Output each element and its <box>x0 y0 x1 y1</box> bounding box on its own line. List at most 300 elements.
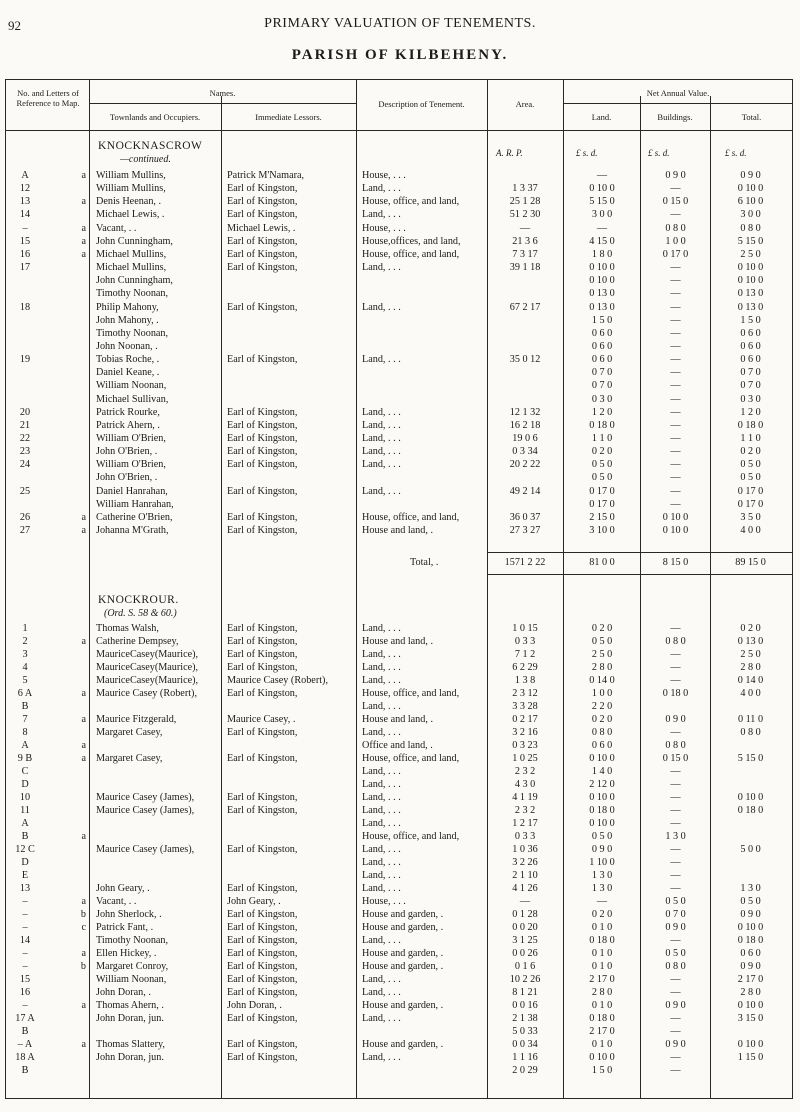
cell-bld: — <box>670 275 681 287</box>
cell-les: Earl of Kingston, <box>227 948 298 959</box>
cell-ref: 13 <box>19 196 31 208</box>
cell-bld: — <box>670 935 681 946</box>
cell-occ: Catherine Dempsey, <box>96 636 179 647</box>
cell-tot: 2 17 0 <box>737 974 764 985</box>
cell-let: a <box>81 688 86 699</box>
cell-bld: — <box>670 675 681 686</box>
cell-let: a <box>81 222 86 234</box>
cell-desc: House, office, and land, <box>362 196 460 208</box>
table-row <box>0 1038 800 1051</box>
cell-ref: 15 <box>19 974 31 985</box>
cell-area: 7 1 2 <box>514 649 536 660</box>
cell-desc: House, . . . <box>362 222 406 234</box>
cell-area: 3 3 28 <box>512 701 538 712</box>
cell-les: Earl of Kingston, <box>227 406 298 418</box>
table-row <box>0 327 800 340</box>
cell-les: Earl of Kingston, <box>227 727 298 738</box>
cell-tot: 0 11 0 <box>737 714 764 725</box>
cell-desc: Land, . . . <box>362 1052 401 1063</box>
cell-occ: Timothy Noonan, <box>96 288 169 300</box>
cell-desc: Land, . . . <box>362 301 401 313</box>
cell-desc: Land, . . . <box>362 805 401 816</box>
cell-let: a <box>81 248 86 260</box>
cell-let: a <box>81 1039 86 1050</box>
cell-area: 3 2 26 <box>512 857 538 868</box>
cell-tot: 0 17 0 <box>737 498 764 510</box>
total-units: £ s. d. <box>725 148 747 158</box>
cell-occ: Philip Mahony, <box>96 301 159 313</box>
cell-land: 0 13 0 <box>589 288 615 300</box>
header-lessors: Immediate Lessors. <box>255 112 322 122</box>
cell-desc: Land, . . . <box>362 419 401 431</box>
cell-ref: 10 <box>19 792 31 803</box>
cell-land: 0 10 0 <box>589 818 615 829</box>
table-row <box>0 1012 800 1025</box>
table-row <box>0 661 800 674</box>
cell-occ: Maurice Casey (James), <box>96 844 195 855</box>
cell-desc: Land, . . . <box>362 446 401 458</box>
cell-land: 0 1 0 <box>591 1039 613 1050</box>
cell-occ: Thomas Ahern, . <box>96 1000 164 1011</box>
cell-bld: 0 15 0 <box>662 753 689 764</box>
cell-les: Earl of Kingston, <box>227 935 298 946</box>
table-row <box>0 856 800 869</box>
cell-ref: – <box>22 896 28 907</box>
cell-land: 0 2 0 <box>591 446 613 458</box>
cell-bld: — <box>670 1026 681 1037</box>
cell-desc: Land, . . . <box>362 844 401 855</box>
cell-land: 2 5 0 <box>591 649 613 660</box>
cell-area: 8 1 21 <box>512 987 538 998</box>
cell-bld: — <box>670 472 681 484</box>
cell-ref: 19 <box>19 354 31 366</box>
cell-occ: Denis Heenan, . <box>96 196 162 208</box>
cell-desc: Land, . . . <box>362 883 401 894</box>
header-names: Names. <box>209 88 236 98</box>
cell-desc: House, office, and land, <box>362 248 460 260</box>
cell-bld: 0 8 0 <box>665 222 686 234</box>
cell-area: 51 2 30 <box>509 209 541 221</box>
cell-let: a <box>81 525 86 537</box>
cell-desc: Land, . . . <box>362 485 401 497</box>
header-rule <box>89 103 356 104</box>
table-row <box>0 843 800 856</box>
table-row <box>0 674 800 687</box>
cell-bld: — <box>670 367 681 379</box>
cell-tot: 0 10 0 <box>737 275 764 287</box>
cell-tot: 0 6 0 <box>740 948 761 959</box>
cell-occ: John O'Brien, . <box>96 472 158 484</box>
cell-desc: Land, . . . <box>362 857 401 868</box>
cell-bld: — <box>670 1052 681 1063</box>
cell-tot: 1 5 0 <box>740 314 761 326</box>
cell-ref: E <box>21 870 29 881</box>
cell-ref: – <box>22 948 28 959</box>
cell-let: a <box>81 636 86 647</box>
cell-occ: Maurice Casey (James), <box>96 805 195 816</box>
table-row <box>0 700 800 713</box>
table-row <box>0 921 800 934</box>
cell-tot: 2 5 0 <box>740 649 761 660</box>
cell-tot: 0 6 0 <box>740 354 761 366</box>
cell-let: a <box>81 831 86 842</box>
cell-desc: Land, . . . <box>362 766 401 777</box>
cell-land: 0 10 0 <box>589 262 615 274</box>
table-row <box>0 934 800 947</box>
cell-occ: Catherine O'Brien, <box>96 511 173 523</box>
cell-bld: — <box>670 1065 681 1076</box>
cell-area: 12 1 32 <box>509 406 541 418</box>
cell-land: 3 0 0 <box>591 209 613 221</box>
table-row <box>0 248 800 261</box>
cell-ref: 22 <box>19 433 31 444</box>
cell-occ: John Mahony, . <box>96 314 159 326</box>
cell-area: 16 2 18 <box>509 419 541 431</box>
cell-tot: 0 7 0 <box>740 367 761 379</box>
table-row <box>0 908 800 921</box>
table-row <box>0 765 800 778</box>
cell-ref: 25 <box>19 485 31 497</box>
cell-bld: — <box>670 406 681 418</box>
cell-tot: 4 0 0 <box>740 688 761 699</box>
cell-les: Earl of Kingston, <box>227 446 298 458</box>
cell-desc: House, office, and land, <box>362 688 460 699</box>
cell-area: 49 2 14 <box>509 485 541 497</box>
table-row <box>0 817 800 830</box>
cell-bld: — <box>670 987 681 998</box>
cell-ref: A <box>21 740 29 751</box>
cell-tot: 4 0 0 <box>740 525 761 537</box>
cell-les: Earl of Kingston, <box>227 459 298 471</box>
cell-tot: 1 2 0 <box>740 406 761 418</box>
cell-land: 0 3 0 <box>591 393 613 405</box>
cell-occ: Daniel Keane, . <box>96 367 160 379</box>
cell-les: Earl of Kingston, <box>227 196 298 208</box>
cell-occ: John Noonan, . <box>96 340 158 352</box>
cell-tot: 0 5 0 <box>740 472 761 484</box>
table-row <box>0 752 800 765</box>
cell-bld: — <box>670 498 681 510</box>
cell-land: 1 1 0 <box>591 433 613 444</box>
cell-let: a <box>81 170 86 181</box>
cell-les: Earl of Kingston, <box>227 301 298 313</box>
cell-tot: 0 6 0 <box>740 327 761 339</box>
area-units: A. R. P. <box>496 148 523 158</box>
cell-land: 1 3 0 <box>591 870 613 881</box>
table-row <box>0 222 800 235</box>
cell-area: 36 0 37 <box>509 511 541 523</box>
cell-land: 1 10 0 <box>589 857 615 868</box>
cell-bld: — <box>670 792 681 803</box>
cell-occ: Patrick Rourke, <box>96 406 160 418</box>
cell-ref: 26 <box>19 511 31 523</box>
cell-area: 2 0 29 <box>512 1065 538 1076</box>
cell-desc: Land, . . . <box>362 935 401 946</box>
cell-let: a <box>81 896 86 907</box>
cell-bld: — <box>670 419 681 431</box>
cell-tot: 0 6 0 <box>740 340 761 352</box>
cell-land: 1 4 0 <box>591 766 613 777</box>
cell-ref: 11 <box>20 805 30 816</box>
cell-tot: 6 10 0 <box>737 196 764 208</box>
table-row <box>0 1051 800 1064</box>
cell-area: 2 1 10 <box>512 870 538 881</box>
cell-les: Earl of Kingston, <box>227 485 298 497</box>
cell-area: 1 1 16 <box>512 1052 538 1063</box>
cell-ref: 15 <box>19 235 31 247</box>
cell-les: Earl of Kingston, <box>227 649 298 660</box>
cell-land: 2 17 0 <box>589 1026 615 1037</box>
cell-area: 0 0 20 <box>512 922 538 933</box>
cell-bld: — <box>670 485 681 497</box>
cell-area: 3 1 25 <box>512 935 538 946</box>
cell-occ: MauriceCasey(Maurice), <box>96 649 199 660</box>
cell-land: 0 1 0 <box>591 948 613 959</box>
cell-area: 0 0 26 <box>512 948 538 959</box>
cell-area: 2 3 12 <box>512 688 538 699</box>
cell-tot: 1 15 0 <box>737 1052 764 1063</box>
cell-tot: 0 18 0 <box>737 419 764 431</box>
cell-land: 0 18 0 <box>589 805 615 816</box>
table-row <box>0 287 800 300</box>
cell-area: 1 0 15 <box>512 623 538 634</box>
cell-ref: 3 <box>22 649 28 660</box>
cell-bld: — <box>670 974 681 985</box>
cell-tot: 0 2 0 <box>740 623 761 634</box>
cell-desc: House and garden, . <box>362 909 444 920</box>
cell-ref: 14 <box>19 935 31 946</box>
table-row <box>0 393 800 406</box>
cell-occ: Tobias Roche, . <box>96 354 160 366</box>
cell-ref: 6 A <box>17 688 33 699</box>
cell-occ: William Mullins, <box>96 183 166 195</box>
cell-tot: 0 2 0 <box>740 446 761 458</box>
cell-area: 19 0 6 <box>512 433 538 444</box>
table-row <box>0 830 800 843</box>
table-row <box>0 353 800 366</box>
cell-occ: William Noonan, <box>96 974 167 985</box>
cell-let: b <box>80 961 86 972</box>
cell-land: — <box>596 222 608 234</box>
cell-area: 1 3 8 <box>514 675 536 686</box>
table-row <box>0 804 800 817</box>
cell-tot: 0 5 0 <box>740 896 761 907</box>
cell-area: 0 2 17 <box>512 714 538 725</box>
cell-let: a <box>81 511 86 523</box>
cell-bld: 0 9 0 <box>665 714 686 725</box>
cell-area: 0 0 16 <box>512 1000 538 1011</box>
cell-area: 1 0 25 <box>512 753 538 764</box>
cell-land: 0 2 0 <box>591 714 613 725</box>
header-townlands: Townlands and Occupiers. <box>109 112 201 122</box>
cell-occ: Patrick Fant, . <box>96 922 154 933</box>
cell-let: a <box>81 235 86 247</box>
cell-les: Earl of Kingston, <box>227 1052 298 1063</box>
cell-ref: 16 <box>19 248 31 260</box>
cell-area: 2 3 2 <box>514 766 536 777</box>
townland-sub: (Ord. S. 58 & 60.) <box>104 608 177 619</box>
cell-area: 0 0 34 <box>512 1039 538 1050</box>
cell-land: 1 0 0 <box>591 688 613 699</box>
cell-tot: 1 1 0 <box>740 433 761 444</box>
cell-land: 2 2 0 <box>591 701 613 712</box>
cell-desc: Office and land, . <box>362 740 433 751</box>
cell-occ: Michael Mullins, <box>96 262 167 274</box>
cell-area: 6 2 29 <box>512 662 538 673</box>
cell-occ: Thomas Walsh, <box>96 623 159 634</box>
cell-desc: Land, . . . <box>362 675 401 686</box>
cell-desc: House and garden, . <box>362 961 444 972</box>
table-row <box>0 340 800 353</box>
cell-land: 0 17 0 <box>589 485 615 497</box>
cell-area: 35 0 12 <box>509 354 541 366</box>
cell-occ: William O'Brien, <box>96 459 166 471</box>
cell-desc: Land, . . . <box>362 779 401 790</box>
total-label: Total, . <box>410 557 439 568</box>
cell-les: Earl of Kingston, <box>227 623 298 634</box>
cell-tot: 0 3 0 <box>740 393 761 405</box>
cell-tot: 0 10 0 <box>737 262 764 274</box>
cell-desc: House, office, and land, <box>362 511 460 523</box>
cell-tot: 0 9 0 <box>740 909 761 920</box>
cell-ref: 24 <box>19 459 31 471</box>
cell-occ: John Geary, . <box>96 883 150 894</box>
cell-les: Earl of Kingston, <box>227 688 298 699</box>
cell-ref: – <box>22 922 28 933</box>
cell-bld: — <box>670 314 681 326</box>
cell-desc: Land, . . . <box>362 662 401 673</box>
cell-bld: 0 8 0 <box>665 961 686 972</box>
table-row <box>0 726 800 739</box>
cell-area: 0 3 34 <box>512 446 538 458</box>
table-row <box>0 458 800 471</box>
cell-les: Earl of Kingston, <box>227 235 298 247</box>
cell-ref: 21 <box>19 419 31 431</box>
cell-bld: — <box>670 857 681 868</box>
cell-desc: Land, . . . <box>362 792 401 803</box>
cell-occ: John Sherlock, . <box>96 909 162 920</box>
cell-tot: 3 15 0 <box>737 1013 764 1024</box>
cell-let: a <box>81 1000 86 1011</box>
cell-bld: 0 8 0 <box>665 740 686 751</box>
table-row <box>0 419 800 432</box>
cell-land: 2 8 0 <box>591 987 613 998</box>
cell-occ: Patrick Ahern, . <box>96 419 160 431</box>
cell-land: 0 8 0 <box>591 727 613 738</box>
cell-bld: — <box>670 183 681 195</box>
cell-tot: 3 0 0 <box>740 209 761 221</box>
cell-les: John Geary, . <box>227 896 281 907</box>
cell-land: 0 5 0 <box>591 459 613 471</box>
cell-ref: B <box>21 701 29 712</box>
cell-bld: — <box>670 301 681 313</box>
cell-land: 0 10 0 <box>589 275 615 287</box>
cell-land: 0 6 0 <box>591 740 613 751</box>
cell-ref: – <box>22 961 28 972</box>
cell-ref: – <box>22 222 28 234</box>
cell-land: — <box>596 896 608 907</box>
cell-occ: Vacant, . . <box>96 896 137 907</box>
cell-les: Maurice Casey (Robert), <box>227 675 328 686</box>
cell-bld: — <box>670 649 681 660</box>
cell-desc: House, office, and land, <box>362 831 460 842</box>
cell-bld: 0 9 0 <box>665 1000 686 1011</box>
cell-desc: Land, . . . <box>362 1013 401 1024</box>
cell-land: 0 10 0 <box>589 753 615 764</box>
cell-area: 5 0 33 <box>512 1026 538 1037</box>
cell-bld: — <box>670 327 681 339</box>
cell-desc: Land, . . . <box>362 262 401 274</box>
table-row <box>0 366 800 379</box>
cell-desc: House and land, . <box>362 636 434 647</box>
cell-les: Maurice Casey, . <box>227 714 296 725</box>
cell-bld: — <box>670 662 681 673</box>
cell-occ: MauriceCasey(Maurice), <box>96 675 199 686</box>
cell-les: Earl of Kingston, <box>227 1039 298 1050</box>
table-row <box>0 406 800 419</box>
cell-occ: John O'Brien, . <box>96 446 158 458</box>
cell-land: — <box>596 170 608 181</box>
cell-land: 1 5 0 <box>591 314 613 326</box>
cell-occ: Daniel Hanrahan, <box>96 485 168 497</box>
cell-desc: House and garden, . <box>362 1000 444 1011</box>
cell-bld: 0 9 0 <box>665 170 686 181</box>
cell-bld: — <box>670 262 681 274</box>
cell-les: Earl of Kingston, <box>227 961 298 972</box>
cell-area: 3 2 16 <box>512 727 538 738</box>
table-row <box>0 895 800 908</box>
cell-area: 20 2 22 <box>509 459 541 471</box>
table-row <box>0 274 800 287</box>
cell-occ: John Cunningham, <box>96 235 173 247</box>
cell-occ: John Doran, jun. <box>96 1052 164 1063</box>
cell-tot: 2 5 0 <box>740 248 761 260</box>
cell-desc: Land, . . . <box>362 701 401 712</box>
cell-les: Earl of Kingston, <box>227 987 298 998</box>
cell-bld: — <box>670 844 681 855</box>
cell-area: — <box>519 222 531 234</box>
cell-bld: 0 9 0 <box>665 922 686 933</box>
cell-tot: 0 17 0 <box>737 485 764 497</box>
cell-area: 25 1 28 <box>509 196 541 208</box>
table-row <box>0 471 800 484</box>
townland-name: KNOCKROUR. <box>98 594 179 606</box>
cell-les: Earl of Kingston, <box>227 922 298 933</box>
cell-bld: 0 8 0 <box>665 636 686 647</box>
cell-les: Earl of Kingston, <box>227 183 298 195</box>
cell-desc: House and land, . <box>362 525 434 537</box>
cell-desc: Land, . . . <box>362 433 401 444</box>
cell-ref: 5 <box>22 675 28 686</box>
table-row <box>0 1025 800 1038</box>
table-row <box>0 169 800 182</box>
cell-occ: Michael Mullins, <box>96 248 167 260</box>
cell-land: 0 2 0 <box>591 909 613 920</box>
table-row <box>0 235 800 248</box>
cell-bld: — <box>670 818 681 829</box>
cell-tot: 2 8 0 <box>740 662 761 673</box>
table-row <box>0 791 800 804</box>
cell-les: Earl of Kingston, <box>227 433 298 444</box>
cell-ref: C <box>21 766 29 777</box>
cell-tot: 0 8 0 <box>740 727 761 738</box>
cell-occ: Ellen Hickey, . <box>96 948 157 959</box>
cell-tot: 0 8 0 <box>740 222 761 234</box>
cell-land: 4 15 0 <box>589 235 615 247</box>
cell-les: Earl of Kingston, <box>227 753 298 764</box>
cell-land: 0 1 0 <box>591 922 613 933</box>
cell-tot: 0 14 0 <box>737 675 764 686</box>
